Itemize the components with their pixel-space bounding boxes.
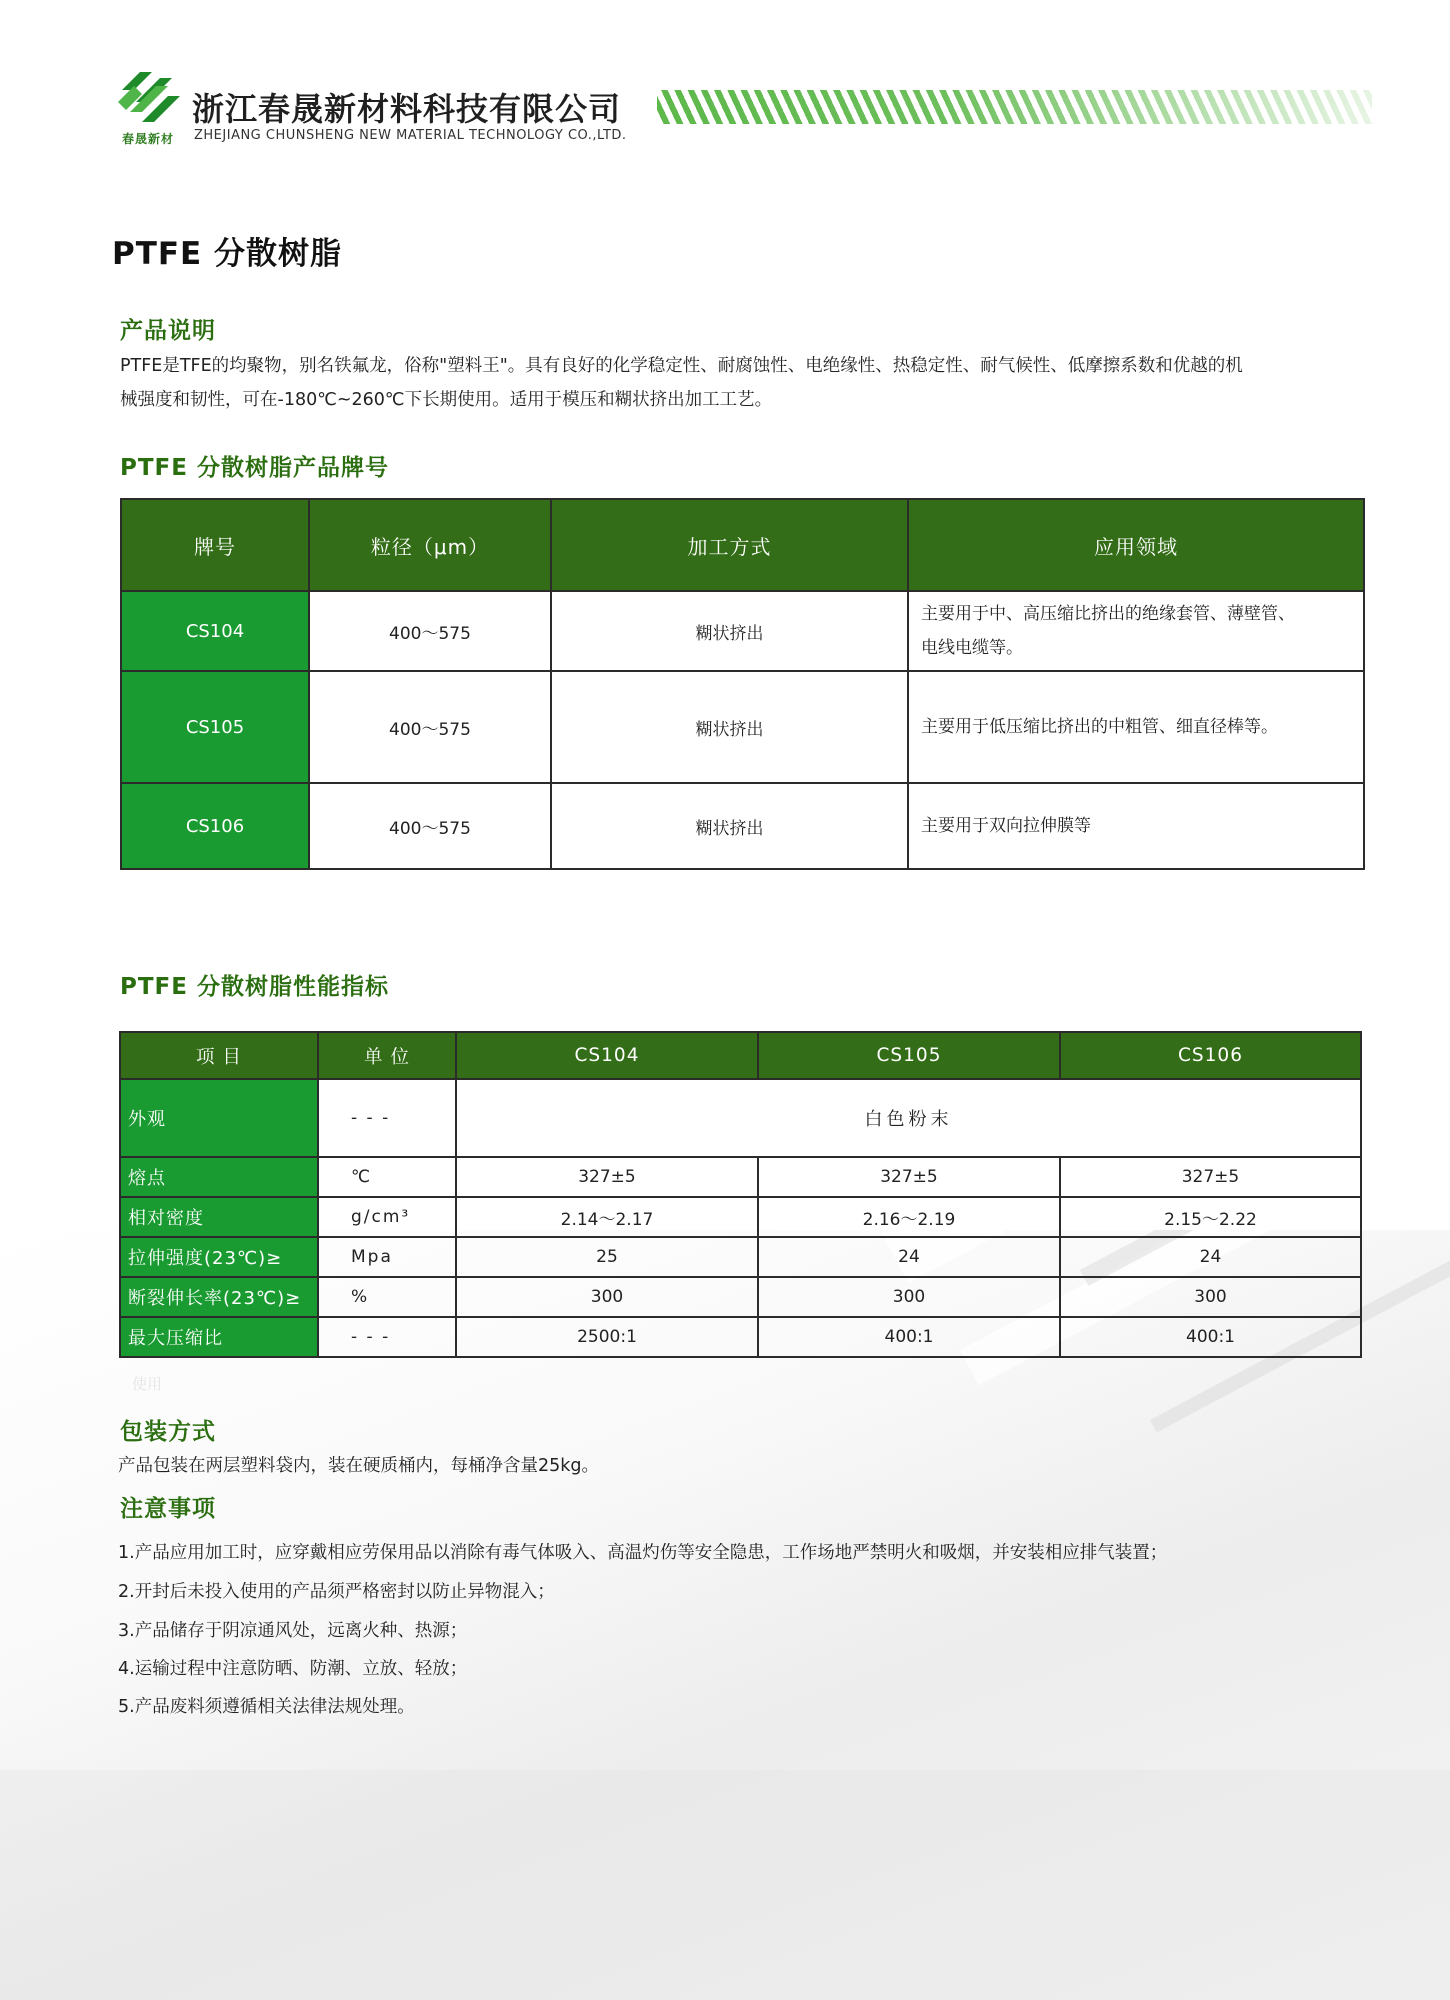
- faded-text: 使用: [132, 1375, 163, 1393]
- table-row: [121, 591, 1364, 671]
- column-header: 牌号: [121, 499, 309, 591]
- spec-value: 白色粉末: [456, 1079, 1361, 1157]
- description-line-2: 械强度和韧性，可在-180℃~260℃下长期使用。适用于模压和糊状挤出加工工艺。: [120, 390, 773, 410]
- spec-value: 400:1: [1060, 1317, 1361, 1357]
- spec-item: 熔点: [120, 1157, 318, 1197]
- header-stripes: [657, 90, 1372, 124]
- description-line-1: PTFE是TFE的均聚物，别名铁氟龙，俗称"塑料王"。具有良好的化学稳定性、耐腐蚀性、电绝缘性、热稳定性、耐气候性、低摩擦系数和优越的机: [120, 356, 1243, 376]
- page-header: [112, 68, 1372, 148]
- specs-title: PTFE 分散树脂性能指标: [120, 974, 389, 1000]
- process-method: 糊状挤出: [551, 591, 908, 671]
- packaging-text: 产品包装在两层塑料袋内，装在硬质桶内，每桶净含量25kg。: [118, 1456, 600, 1476]
- grades-title: PTFE 分散树脂产品牌号: [120, 455, 389, 481]
- specs-table: [119, 1031, 1362, 1358]
- column-header: 单 位: [318, 1032, 456, 1079]
- spec-item: 拉伸强度(23℃)≥: [120, 1237, 318, 1277]
- spec-value: 327±5: [456, 1157, 758, 1197]
- note-item: 2.开封后未投入使用的产品须严格密封以防止异物混入；: [118, 1582, 555, 1602]
- logo-text: 春晟新材: [121, 132, 174, 146]
- note-item: 3.产品储存于阴凉通风处，远离火种、热源；: [118, 1621, 468, 1641]
- spec-item: 断裂伸长率(23℃)≥: [120, 1277, 318, 1317]
- description-text: [120, 349, 1350, 417]
- spec-value: 2.14～2.17: [456, 1197, 758, 1237]
- spec-value: 400:1: [758, 1317, 1060, 1357]
- column-header: 项 目: [120, 1032, 318, 1079]
- table-header-row: [120, 1032, 1361, 1079]
- table-row: [120, 1277, 1361, 1317]
- column-header: CS106: [1060, 1032, 1361, 1079]
- spec-unit: Mpa: [318, 1237, 456, 1277]
- grade-code: CS105: [121, 671, 309, 783]
- table-row: [120, 1237, 1361, 1277]
- particle-size: 400～575: [309, 591, 551, 671]
- application-field: 主要用于低压缩比挤出的中粗管、细直径棒等。: [908, 671, 1364, 783]
- spec-item: 最大压缩比: [120, 1317, 318, 1357]
- spec-unit: - - -: [318, 1317, 456, 1357]
- table-row: [121, 671, 1364, 783]
- spec-item: 相对密度: [120, 1197, 318, 1237]
- particle-size: 400～575: [309, 671, 551, 783]
- column-header: 加工方式: [551, 499, 908, 591]
- table-row: [121, 783, 1364, 869]
- description-title: 产品说明: [120, 318, 216, 344]
- spec-value: 300: [456, 1277, 758, 1317]
- application-line: 主要用于中、高压缩比挤出的绝缘套管、薄壁管、: [921, 604, 1295, 624]
- table-header-row: [121, 499, 1364, 591]
- spec-value: 300: [1060, 1277, 1361, 1317]
- note-item: 1.产品应用加工时，应穿戴相应劳保用品以消除有毒气体吸入、高温灼伤等安全隐患，工作场地严禁明火和吸烟，并安装相应排气装置；: [118, 1543, 1168, 1563]
- column-header: CS105: [758, 1032, 1060, 1079]
- table-row: [120, 1197, 1361, 1237]
- note-item: 5.产品废料须遵循相关法律法规处理。: [118, 1697, 415, 1717]
- page-title: PTFE 分散树脂: [112, 236, 343, 272]
- spec-unit: ℃: [318, 1157, 456, 1197]
- spec-value: 24: [758, 1237, 1060, 1277]
- column-header: 粒径（μm）: [309, 499, 551, 591]
- particle-size: 400～575: [309, 783, 551, 869]
- company-name-cn: 浙江春晟新材料科技有限公司: [192, 90, 622, 128]
- spec-value: 300: [758, 1277, 1060, 1317]
- spec-unit: g/cm³: [318, 1197, 456, 1237]
- spec-item: 外观: [120, 1079, 318, 1157]
- application-line: 电线电缆等。: [921, 638, 1023, 658]
- table-row: [120, 1317, 1361, 1357]
- company-name-en: ZHEJIANG CHUNSHENG NEW MATERIAL TECHNOLOGY CO.,LTD.: [194, 128, 627, 143]
- grade-code: CS104: [121, 591, 309, 671]
- grades-table: [120, 498, 1365, 870]
- column-header: 应用领域: [908, 499, 1364, 591]
- spec-unit: - - -: [318, 1079, 456, 1157]
- process-method: 糊状挤出: [551, 671, 908, 783]
- notes-title: 注意事项: [120, 1496, 216, 1522]
- application-field: 主要用于双向拉伸膜等: [908, 783, 1364, 869]
- spec-value: 2.15～2.22: [1060, 1197, 1361, 1237]
- spec-value: 2500:1: [456, 1317, 758, 1357]
- spec-value: 327±5: [1060, 1157, 1361, 1197]
- table-row: [120, 1157, 1361, 1197]
- spec-value: 24: [1060, 1237, 1361, 1277]
- spec-unit: %: [318, 1277, 456, 1317]
- process-method: 糊状挤出: [551, 783, 908, 869]
- note-item: 4.运输过程中注意防晒、防潮、立放、轻放；: [118, 1659, 468, 1679]
- grade-code: CS106: [121, 783, 309, 869]
- column-header: CS104: [456, 1032, 758, 1079]
- spec-value: 2.16～2.19: [758, 1197, 1060, 1237]
- application-field: [908, 591, 1364, 671]
- company-logo-icon: [112, 72, 182, 130]
- table-row: [120, 1079, 1361, 1157]
- packaging-title: 包装方式: [120, 1419, 216, 1445]
- spec-value: 327±5: [758, 1157, 1060, 1197]
- spec-value: 25: [456, 1237, 758, 1277]
